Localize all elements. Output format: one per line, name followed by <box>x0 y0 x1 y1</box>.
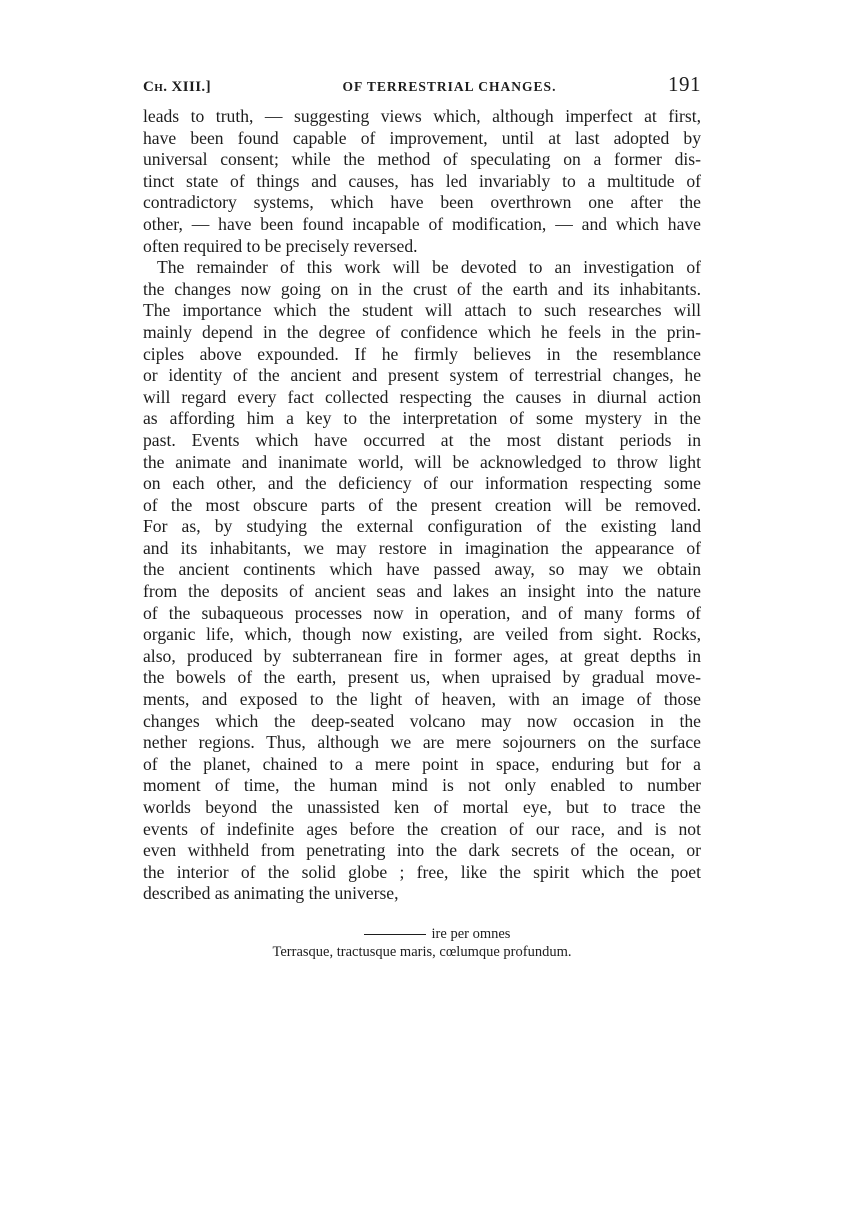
text-line: events of indefinite ages before the creation of our race, and is not <box>143 818 701 839</box>
quotation-line: Terrasque, tractusque maris, cœlumque profundum. <box>272 943 572 960</box>
text-line: also, produced by subterranean fire in former ages, at great depths in <box>143 645 701 666</box>
book-page <box>143 72 701 961</box>
text-line: have been found capable of improvement, until at last adopted by <box>143 127 701 148</box>
text-line: of the planet, chained to a mere point in space, enduring but for a <box>143 753 701 774</box>
page-number: 191 <box>667 72 701 96</box>
text-line: ments, and exposed to the light of heaven, with an image of those <box>143 689 701 710</box>
chapter-reference: Ch. XIII.] <box>143 79 211 95</box>
text-line: from the deposits of ancient seas and lakes an insight into the nature <box>143 581 701 602</box>
elision-dash <box>364 934 426 935</box>
text-line: even withheld from penetrating into the dark secrets of the ocean, or <box>143 840 701 861</box>
text-line: will regard every fact collected respecting the causes in diurnal action <box>143 386 701 407</box>
text-line: moment of time, the human mind is not only enabled to number <box>143 775 701 796</box>
text-line: worlds beyond the unassisted ken of mortal eye, but to trace the <box>143 797 701 817</box>
text-line: leads to truth, — suggesting views which, although imperfect at first, <box>143 106 701 126</box>
text-line: the bowels of the earth, present us, when upraised by gradual move- <box>143 667 701 688</box>
text-line: mainly depend in the degree of confidence which he feels in the prin- <box>143 321 701 342</box>
text-line: or identity of the ancient and present system of terrestrial changes, he <box>143 365 701 386</box>
running-title: OF TERRESTRIAL CHANGES. <box>342 79 557 94</box>
text-line: other, — have been found incapable of modification, — and which have <box>143 213 701 234</box>
text-line: tinct state of things and causes, has led invariably to a multitude of <box>143 170 701 191</box>
text-line: For as, by studying the external configuration of the existing land <box>143 516 701 537</box>
body-text <box>143 106 701 905</box>
verse-quotation <box>143 925 701 961</box>
text-line: past. Events which have occurred at the most distant periods in <box>143 429 701 450</box>
text-line: ciples above expounded. If he firmly believes in the resemblance <box>143 343 701 364</box>
text-line: the animate and inanimate world, will be acknowledged to throw light <box>143 451 701 472</box>
text-line: nether regions. Thus, although we are mere sojourners on the surface <box>143 732 701 753</box>
text-line: of the most obscure parts of the present creation will be removed. <box>143 494 701 515</box>
text-line: changes which the deep-seated volcano may now occasion in the <box>143 710 701 731</box>
running-head <box>143 72 701 106</box>
text-line: of the subaqueous processes now in operation, and of many forms of <box>143 602 701 623</box>
text-line: the ancient continents which have passed away, so may we obtain <box>143 559 701 580</box>
text-line: as affording him a key to the interpretation of some mystery in the <box>143 408 701 429</box>
text-line: The importance which the student will attach to such researches will <box>143 300 701 321</box>
quotation-line <box>143 925 701 943</box>
text-line: often required to be precisely reversed. <box>143 235 418 256</box>
text-line: the interior of the solid globe ; free, like the spirit which the poet <box>143 861 701 882</box>
text-line: universal consent; while the method of speculating on a former dis- <box>143 149 701 170</box>
paragraph-start-line: The remainder of this work will be devoted to an investigation of <box>157 257 701 278</box>
text-line: the changes now going on in the crust of the earth and its inhabitants. <box>143 278 701 299</box>
text-line: on each other, and the deficiency of our information respecting some <box>143 473 701 494</box>
text-line: and its inhabitants, we may restore in imagination the appearance of <box>143 537 701 558</box>
text-line: described as animating the universe, <box>143 883 399 904</box>
text-line: organic life, which, though now existing, are veiled from sight. Rocks, <box>143 624 701 645</box>
quotation-text: ire per omnes <box>431 925 511 942</box>
text-line: contradictory systems, which have been overthrown one after the <box>143 192 701 213</box>
